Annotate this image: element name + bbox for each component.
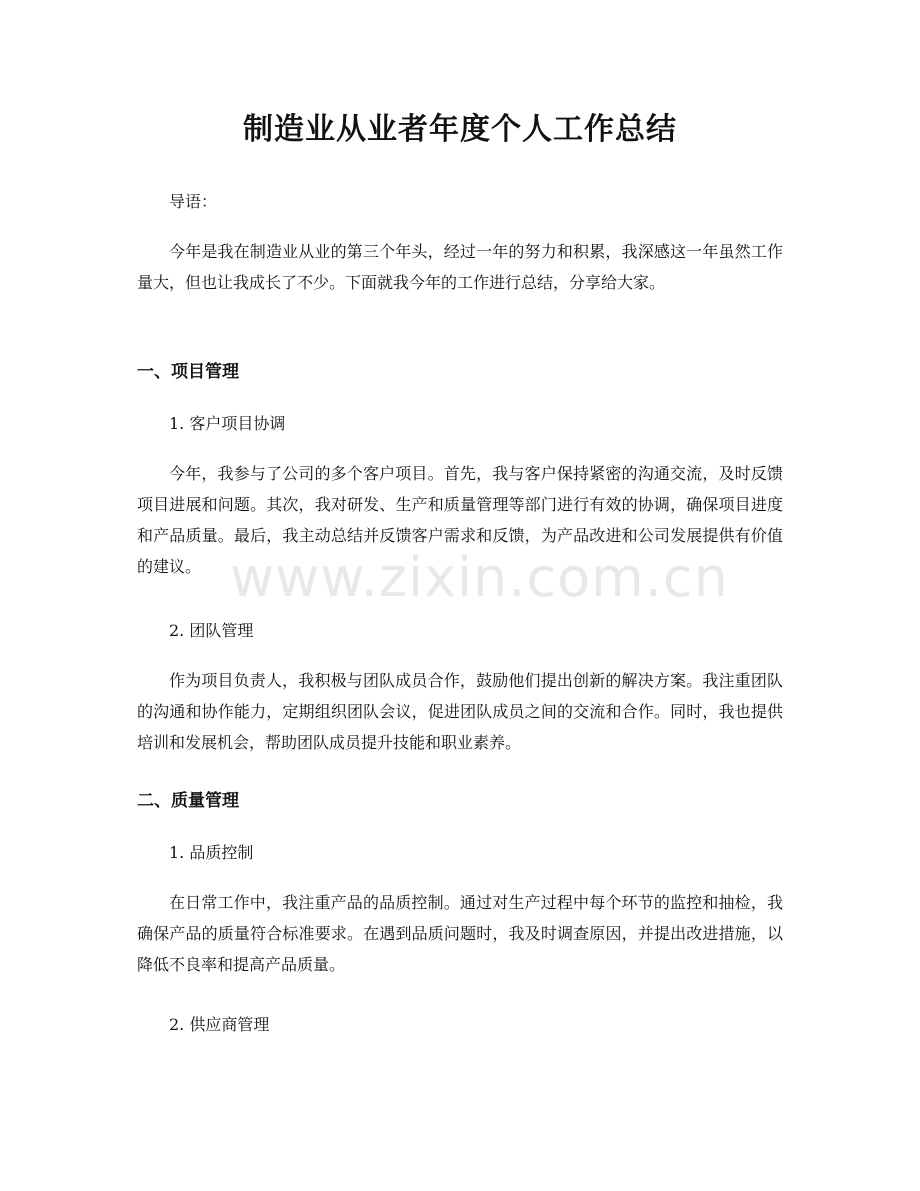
section-heading-quality-management: 二、质量管理 xyxy=(137,791,239,811)
intro-paragraph: 今年是我在制造业从业的第三个年头，经过一年的努力和积累，我深感这一年虽然工作量大，但也让我成长了不少。下面就我今年的工作进行总结，分享给大家。 xyxy=(137,242,783,292)
subheading-quality-control: 1. 品质控制 xyxy=(169,843,254,862)
intro-label: 导语： xyxy=(169,192,218,211)
paragraph-team-management: 作为项目负责人，我积极与团队成员合作，鼓励他们提出创新的解决方案。我注重团队的沟通和协作能力，定期组织团队会议，促进团队成员之间的交流和合作。同时，我也提供培训和发展机会，帮助团队成员提升技能和职业素养。 xyxy=(137,671,783,752)
subheading-team-management: 2. 团队管理 xyxy=(169,621,254,640)
document-title: 制造业从业者年度个人工作总结 xyxy=(243,112,677,147)
subheading-supplier-management: 2. 供应商管理 xyxy=(169,1015,270,1034)
section-heading-project-management: 一、项目管理 xyxy=(137,362,239,382)
watermark: www.zixin.com.cn xyxy=(230,546,729,609)
paragraph-client-project: 今年，我参与了公司的多个客户项目。首先，我与客户保持紧密的沟通交流，及时反馈项目进展和问题。其次，我对研发、生产和质量管理等部门进行有效的协调，确保项目进度和产品质量。最后，我主动总结并反馈客户需求和反馈，为产品改进和公司发展提供有价值的建议。 xyxy=(137,464,783,576)
paragraph-quality-control: 在日常工作中，我注重产品的品质控制。通过对生产过程中每个环节的监控和抽检，我确保产品的质量符合标准要求。在遇到品质问题时，我及时调查原因，并提出改进措施，以降低不良率和提高产品质量。 xyxy=(137,893,783,974)
subheading-client-project: 1. 客户项目协调 xyxy=(169,414,286,433)
